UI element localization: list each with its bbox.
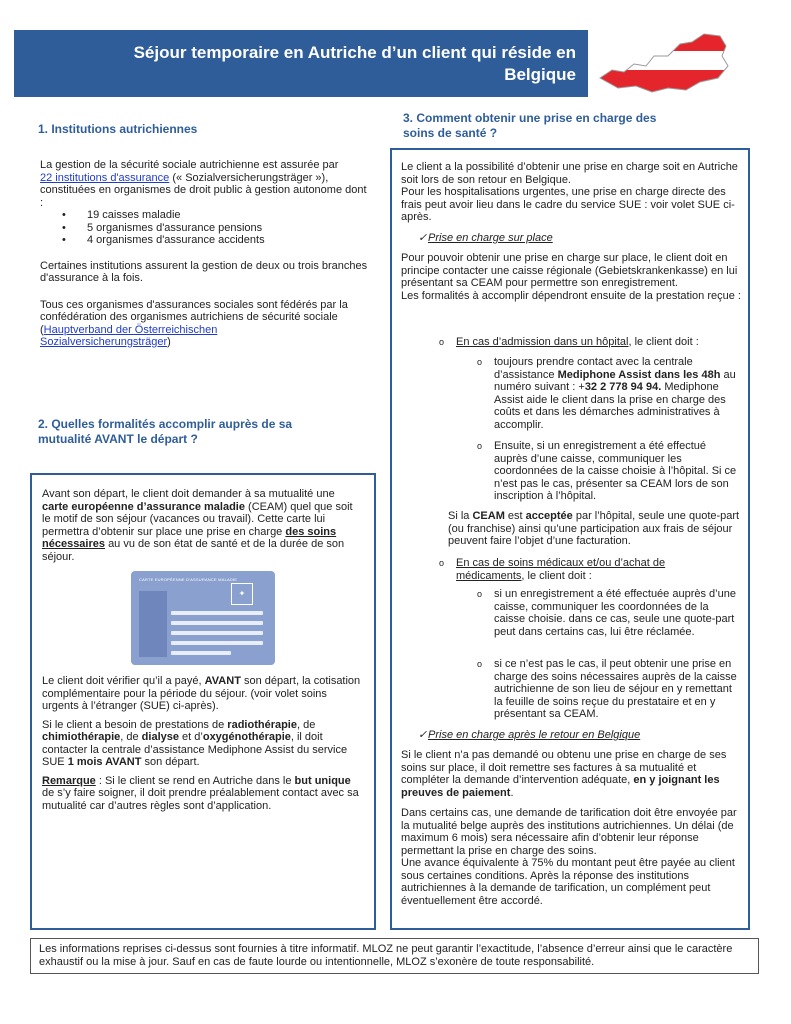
intro-text: La gestion de la sécurité sociale autrichienne est assurée par: [40, 159, 339, 171]
hauptverband-link-a[interactable]: Hauptverband der Österreichischen: [43, 323, 218, 336]
section3-place1: Pour pouvoir obtenir une prise en charge sur place, le client doit en principe contacter une caisse régionale (Gebietskrankenkasse) en lui présentant sa CEAM pour permettre son enregistrement.: [401, 252, 738, 289]
text: : Si le client se rend en Autriche dans le: [98, 774, 292, 787]
section2-heading-line-2: mutualité AVANT le départ ?: [38, 432, 198, 446]
title-line-1: Séjour temporaire en Autriche d’un client qui réside en: [133, 43, 576, 62]
section2-heading-line-1: 2. Quelles formalités accomplir auprès de sa: [38, 417, 293, 431]
text: le client doit :: [527, 569, 592, 582]
hospital-subitem: [494, 356, 738, 431]
ceam-accepted: [448, 510, 740, 548]
disclaimer-footer: Les informations reprises ci-dessus sont fournies à titre informatif. MLOZ ne peut garantir l’exactitude, l’absence d’erreur ainsi que le caractère exhaustif ou la mise à jour. Sauf en cas de faute lourde ou intentionnelle, MLOZ s’exonère de toute responsabilité.: [30, 938, 759, 974]
text-bold: but unique: [294, 774, 351, 787]
section3-intro: [401, 161, 741, 224]
card-strip: [139, 591, 167, 657]
text: au vu de son état de santé et de la durée de son séjour.: [42, 538, 345, 563]
institutions-link[interactable]: 22 institutions d'assurance: [40, 171, 170, 184]
text: , de: [120, 731, 139, 743]
text: Si le client n’a pas demandé ou obtenu une prise en charge de ses soins sur place, il doit remettre ses factures à sa mutualité et compléter la demande d’intervention adéquate,: [401, 749, 727, 786]
para3-end: ): [167, 336, 171, 348]
eu-stars-icon: ✦: [231, 583, 253, 605]
title-line-2: Belgique: [504, 65, 576, 84]
text: , de: [296, 718, 316, 731]
section2-p1: [42, 488, 364, 563]
card-title: CARTE EUROPÉENNE D'ASSURANCE MALADIE: [139, 577, 238, 582]
text: Mediphone Assist aide le client dans la prise en charge des coûts et dans les démarches administratives à accomplir.: [494, 381, 726, 431]
check-icon-item: ✓ Prise en charge après le retour en Belgique: [428, 729, 640, 742]
card-field: [171, 611, 263, 615]
text-bold: CEAM: [472, 510, 505, 522]
section3-heading-line-1: 3. Comment obtenir une prise en charge des: [403, 111, 657, 125]
text-underline: En cas de soins médicaux et/ou d’achat de médicaments,: [456, 557, 666, 582]
section3-return: [401, 749, 741, 907]
text: son départ.: [144, 756, 200, 768]
text-bold: oxygénothérapie: [202, 731, 291, 743]
text-bold: 32 2 778 94 94.: [584, 381, 662, 393]
list-item: • 4 organismes d'assurance accidents: [40, 234, 370, 247]
card-field: [171, 631, 263, 635]
section1-para2: Certaines institutions assurent la gestion de deux ou trois branches d'assurance à la fois.: [40, 259, 368, 284]
section1-heading: 1. Institutions autrichiennes: [38, 122, 198, 136]
intro-text-2: (« Sozialversicherungsträger »), constituées en organismes de droit public à gestion autonome dont :: [40, 171, 367, 209]
text-bold: radiothérapie: [227, 718, 297, 731]
hospital-subitem: o Ensuite, si un enregistrement a été effectué auprès d’une caisse, communiquer les coordonnées de la caisse choisie à l’hôpital. Si ce n’est pas le cas, présenter sa CEAM lors de son inscription à l’hôpital.: [494, 440, 738, 503]
text-bold: dialyse: [141, 731, 179, 743]
text: Avant son départ, le client doit demander à sa mutualité une: [42, 488, 335, 500]
medical-item: [456, 557, 726, 582]
austria-map-flag-icon: [594, 26, 734, 98]
section3-ret1: [401, 749, 741, 799]
text: par l’hôpital, seule une quote-part (ou franchise) ainsi qu’une participation aux frais de séjour peuvent faire l’objet d’une facturation.: [448, 510, 740, 547]
check-icon-item: ✓ Prise en charge sur place: [428, 232, 553, 245]
hauptverband-link-b[interactable]: Sozialversicherungsträger: [40, 336, 168, 348]
ehic-card-image: [131, 571, 275, 665]
card-field: [171, 641, 263, 645]
text-bold: chimiothérapie: [42, 731, 121, 743]
text: Si le client a besoin de prestations de: [42, 718, 225, 731]
card-field: [171, 621, 263, 625]
medical-subitem: o si un enregistrement a été effectuée auprès d’une caisse, communiquer les coordonnées de la caisse choisie. dans ce cas, seule une quote-part peut dans certains cas, lui être réclamée.: [494, 588, 738, 638]
para3-text: Tous ces organismes d'assurances sociales sont fédérés par la confédération des organismes autrichiens de sécurité sociale (: [40, 298, 348, 336]
section3-ret2: Dans certains cas, une demande de tarification doit être envoyée par la mutualité belge auprès des institutions autrichiennes. Un délai (de maximum 6 mois) sera nécessaire afin d’obtenir leur réponse permettant la prise en charge des soins.: [401, 807, 737, 857]
text: toujours prendre contact avec la centrale d’assistance: [494, 356, 693, 381]
text-bold: 1 mois AVANT: [67, 756, 142, 768]
text-bold: en y joignant les preuves de paiement: [401, 774, 720, 799]
section3-intro2: Pour les hospitalisations urgentes, une prise en charge directe des frais peut avoir lieu dans le cadre du service SUE : voir volet SUE ci-après.: [401, 186, 735, 223]
section1-para3: [40, 299, 370, 349]
list-item: • 5 organismes d'assurance pensions: [40, 222, 370, 235]
medical-subitem: o si ce n’est pas le cas, il peut obtenir une prise en charge des soins nécessaires auprès de la caisse autrichienne de son lieu de séjour en y remettant la feuille de soins reçue du prestataire et en y présentant sa CEAM.: [494, 658, 738, 721]
text: au numéro suivant : +: [494, 368, 736, 393]
text: Si la: [448, 510, 470, 522]
text-underline: En cas d’admission dans un hôpital: [456, 336, 629, 348]
text-bold: Mediphone Assist dans les 48h: [557, 368, 721, 381]
list-item: • 19 caisses maladie: [40, 209, 370, 222]
section1-intro: [40, 159, 370, 209]
text-bold: Remarque: [42, 774, 96, 787]
hospital-item: [456, 336, 741, 349]
page-title: [36, 42, 576, 86]
section3-ret3: Une avance équivalente à 75% du montant peut être payée au client sous certaines conditions. Après la réponse des institutions autrichiennes à la demande de tarification, un complément peut éventuellement être accordé.: [401, 857, 735, 907]
text: est: [507, 510, 523, 522]
section1-body: [40, 159, 370, 349]
section3-place2: Les formalités à accomplir dépendront ensuite de la prestation reçue :: [401, 289, 741, 302]
section3-heading: [403, 111, 723, 141]
text: et d’: [182, 731, 203, 743]
text-bold: AVANT: [204, 675, 241, 687]
text-bold: acceptée: [525, 510, 573, 522]
section2-body-bottom: [42, 675, 364, 812]
text: , le client doit :: [628, 336, 699, 348]
text: (CEAM) quel que soit le motif de son séjour (vacances ou travail). Cette carte lui permettra d’obtenir sur place une prise en charge: [42, 500, 353, 538]
section2-p4: [42, 775, 364, 813]
section2-p2: [42, 675, 364, 713]
section2-heading: [38, 417, 348, 447]
text: son départ, la cotisation complémentaire pour la période du séjour. (voir volet soins urgents à l’étranger (SUE) ci-après).: [42, 675, 361, 712]
text-bold: carte européenne d’assurance maladie: [42, 500, 245, 513]
section3-intro1: Le client a la possibilité d’obtenir une prise en charge soit en Autriche soit lors de son retour en Belgique.: [401, 161, 738, 186]
text: de s’y faire soigner, il doit prendre préalablement contact avec sa mutualité car d’autres règles sont d’application.: [42, 787, 359, 812]
section3-heading-line-2: soins de santé ?: [403, 126, 498, 140]
text: Le client doit vérifier qu’il a payé,: [42, 675, 202, 687]
header-banner: [14, 30, 588, 97]
section2-body-top: [42, 488, 364, 563]
card-field: [171, 651, 231, 655]
section2-p3: [42, 719, 364, 769]
section3-place: [401, 252, 741, 302]
text: .: [510, 786, 514, 799]
text: , il doit contacter la centrale d’assistance Mediphone Assist du service SUE: [42, 731, 348, 768]
text-bold: des soins nécessaires: [42, 525, 337, 550]
